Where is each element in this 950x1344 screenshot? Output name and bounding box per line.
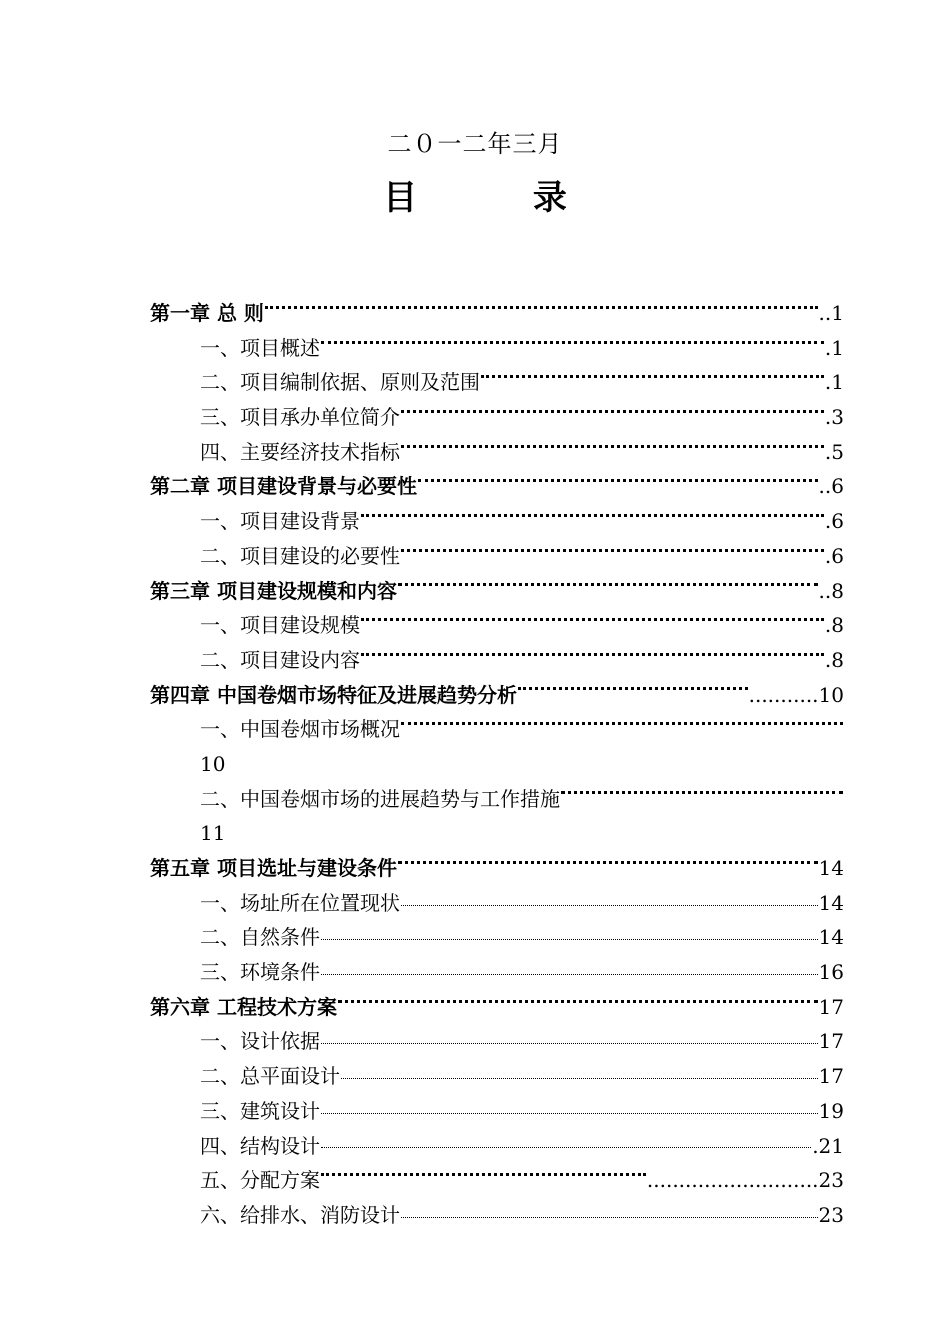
toc-entry-label: 五、分配方案 xyxy=(200,1168,320,1193)
toc-entry-label: 一、项目建设背景 xyxy=(200,509,360,534)
dot-leader xyxy=(265,306,818,309)
toc-page-number: ..8 xyxy=(818,578,844,603)
dot-leader xyxy=(361,514,824,517)
toc-entry-label: 二、项目建设的必要性 xyxy=(200,543,400,568)
toc-entry-label: 第六章 工程技术方案 xyxy=(150,994,337,1019)
toc-entry-label: 三、建筑设计 xyxy=(200,1098,320,1123)
dot-leader xyxy=(481,375,824,378)
toc-wrapped-page-number: 10 xyxy=(200,751,226,776)
toc-entry-label: 二、自然条件 xyxy=(200,925,320,950)
dot-leader xyxy=(401,722,843,725)
toc-page-number: 17 xyxy=(818,1029,844,1054)
dot-leader xyxy=(398,861,818,864)
dot-leader xyxy=(401,549,824,552)
toc-section-entry[interactable] xyxy=(150,539,844,574)
toc-wrapped-page-number: 11 xyxy=(200,821,226,846)
dot-leader xyxy=(321,1043,818,1044)
dot-leader xyxy=(398,583,818,586)
toc-section-entry[interactable] xyxy=(150,435,844,470)
toc-chapter-entry[interactable] xyxy=(150,990,844,1025)
toc-page-number: .6 xyxy=(824,543,844,568)
toc-entry-label: 三、环境条件 xyxy=(200,960,320,985)
dot-leader xyxy=(321,939,818,940)
toc-entry-label: 一、设计依据 xyxy=(200,1029,320,1054)
dot-leader xyxy=(321,974,818,975)
toc-section-entry[interactable] xyxy=(150,712,844,747)
toc-page-number: 14 xyxy=(818,890,844,915)
toc-page-number: 19 xyxy=(818,1098,844,1123)
dot-leader xyxy=(518,687,748,690)
toc-entry-label: 四、结构设计 xyxy=(200,1133,320,1158)
toc-entry-label: 二、中国卷烟市场的进展趋势与工作措施 xyxy=(200,786,560,811)
toc-entry-label: 二、项目建设内容 xyxy=(200,647,360,672)
dot-leader xyxy=(401,905,818,906)
toc-section-entry[interactable] xyxy=(150,886,844,921)
toc-section-entry[interactable] xyxy=(150,1198,844,1233)
toc-page-number: .6 xyxy=(824,509,844,534)
toc-page-number: .3 xyxy=(824,405,844,430)
toc-section-entry[interactable] xyxy=(150,331,844,366)
toc-entry-label: 第三章 项目建设规模和内容 xyxy=(150,578,397,603)
dot-leader xyxy=(321,341,824,344)
toc-entry-label: 第二章 项目建设背景与必要性 xyxy=(150,474,417,499)
toc-entry-label: 六、给排水、消防设计 xyxy=(200,1202,400,1227)
toc-section-entry[interactable] xyxy=(150,1094,844,1129)
toc-page-number: ...........10 xyxy=(748,682,844,707)
toc-section-entry[interactable] xyxy=(150,782,844,817)
toc-page-number: .8 xyxy=(824,647,844,672)
document-date: 二０一二年三月 xyxy=(387,130,563,158)
toc-entry-label: 一、中国卷烟市场概况 xyxy=(200,717,400,742)
toc-page-number: 16 xyxy=(818,960,844,985)
toc-section-entry[interactable] xyxy=(150,955,844,990)
dot-leader xyxy=(361,618,824,621)
toc-entry-label: 三、项目承办单位简介 xyxy=(200,405,400,430)
toc-entry-label: 第五章 项目选址与建设条件 xyxy=(150,856,397,880)
toc-page-number: .8 xyxy=(824,613,844,638)
dot-leader xyxy=(321,1147,811,1148)
toc-page-number: 14 xyxy=(818,925,844,950)
toc-section-entry[interactable] xyxy=(150,400,844,435)
toc-entry-label: 一、项目概述 xyxy=(200,335,320,360)
toc-entry-label: 第四章 中国卷烟市场特征及进展趋势分析 xyxy=(150,682,517,707)
toc-page-number: .5 xyxy=(824,439,844,464)
dot-leader xyxy=(321,1173,646,1176)
dot-leader xyxy=(401,445,824,448)
toc-section-entry[interactable] xyxy=(150,1059,844,1094)
toc-section-entry[interactable] xyxy=(150,1024,844,1059)
toc-page-number: 23 xyxy=(818,1202,844,1227)
toc-title: 目 录 xyxy=(383,178,619,218)
dot-leader xyxy=(561,791,843,794)
toc-page-number: 17 xyxy=(818,1064,844,1089)
toc-page-number: 17 xyxy=(818,994,844,1019)
dot-leader xyxy=(338,1000,818,1003)
toc-chapter-entry[interactable] xyxy=(150,678,844,713)
toc-chapter-entry[interactable] xyxy=(150,574,844,609)
toc-chapter-entry[interactable] xyxy=(150,851,844,886)
dot-leader xyxy=(418,479,818,482)
dot-leader xyxy=(321,1113,818,1114)
toc-page-number: .1 xyxy=(824,335,844,360)
toc-chapter-entry[interactable] xyxy=(150,296,844,331)
dot-leader xyxy=(401,1217,818,1218)
toc-entry-label: 二、项目编制依据、原则及范围 xyxy=(200,370,480,395)
toc-entry-label: 二、总平面设计 xyxy=(200,1064,340,1089)
toc-section-entry[interactable] xyxy=(150,1129,844,1164)
toc-entry-label: 第一章 总 则 xyxy=(150,301,264,325)
toc-section-entry[interactable] xyxy=(150,643,844,678)
toc-entry-label: 一、场址所在位置现状 xyxy=(200,890,400,915)
toc-entry-label: 一、项目建设规模 xyxy=(200,613,360,638)
dot-leader xyxy=(361,653,824,656)
table-of-contents xyxy=(150,296,844,1233)
toc-page-number: 14 xyxy=(818,856,844,880)
dot-leader xyxy=(341,1078,818,1079)
toc-page-number: .21 xyxy=(812,1133,844,1158)
toc-section-entry[interactable] xyxy=(150,608,844,643)
toc-chapter-entry[interactable] xyxy=(150,469,844,504)
toc-entry-label: 四、主要经济技术指标 xyxy=(200,439,400,464)
toc-section-entry[interactable] xyxy=(150,365,844,400)
toc-page-number: .1 xyxy=(824,370,844,395)
toc-section-entry[interactable] xyxy=(150,504,844,539)
dot-leader xyxy=(401,410,824,413)
toc-section-entry[interactable] xyxy=(150,920,844,955)
toc-page-number: ...........................23 xyxy=(646,1168,844,1193)
toc-page-number: ..1 xyxy=(818,301,844,325)
toc-section-entry[interactable] xyxy=(150,1163,844,1198)
toc-page-number: ..6 xyxy=(818,474,844,499)
